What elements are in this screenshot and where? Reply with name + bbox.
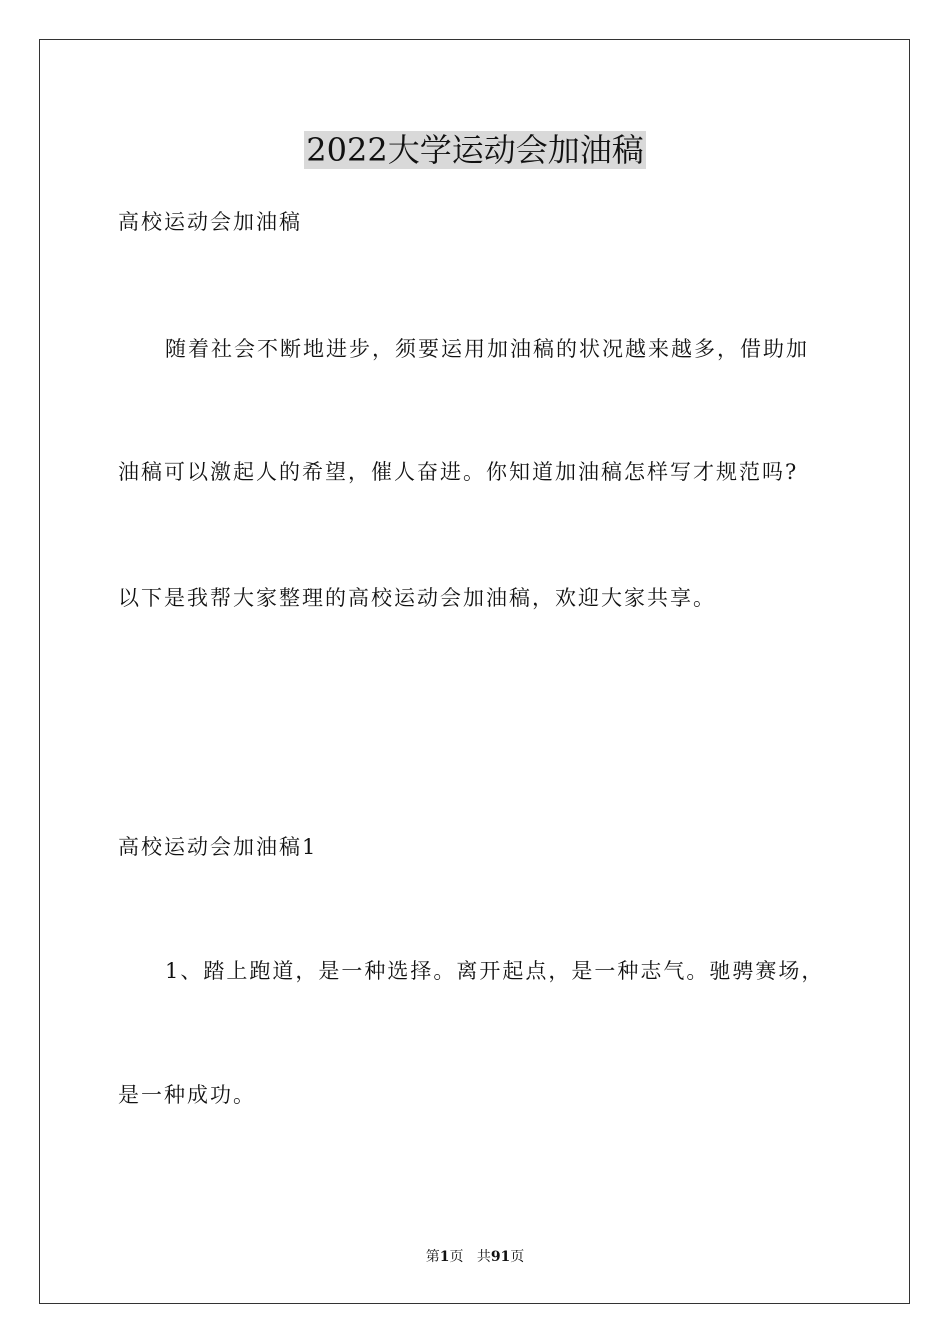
document-title	[0, 128, 950, 172]
total-label-prefix: 共	[476, 1249, 491, 1265]
page-label-suffix: 页	[449, 1249, 464, 1265]
page-number: 1	[439, 1249, 450, 1265]
paragraph-line: 随着社会不断地进步，须要运用加油稿的状况越来越多，借助加	[165, 337, 809, 361]
page-label-prefix: 第	[425, 1249, 440, 1265]
total-label-suffix: 页	[510, 1249, 525, 1265]
paragraph-line: 1、踏上跑道，是一种选择。离开起点，是一种志气。驰骋赛场，	[165, 959, 825, 983]
section-heading: 高校运动会加油稿	[118, 210, 302, 234]
paragraph-line: 油稿可以激起人的希望，催人奋进。你知道加油稿怎样写才规范吗?	[118, 460, 799, 484]
section-heading: 高校运动会加油稿1	[118, 835, 318, 859]
paragraph-line: 是一种成功。	[118, 1083, 256, 1107]
document-title-text: 2022大学运动会加油稿	[306, 131, 644, 169]
page-footer	[0, 1247, 950, 1267]
total-pages: 91	[490, 1249, 511, 1265]
paragraph-line: 以下是我帮大家整理的高校运动会加油稿，欢迎大家共享。	[118, 586, 716, 610]
